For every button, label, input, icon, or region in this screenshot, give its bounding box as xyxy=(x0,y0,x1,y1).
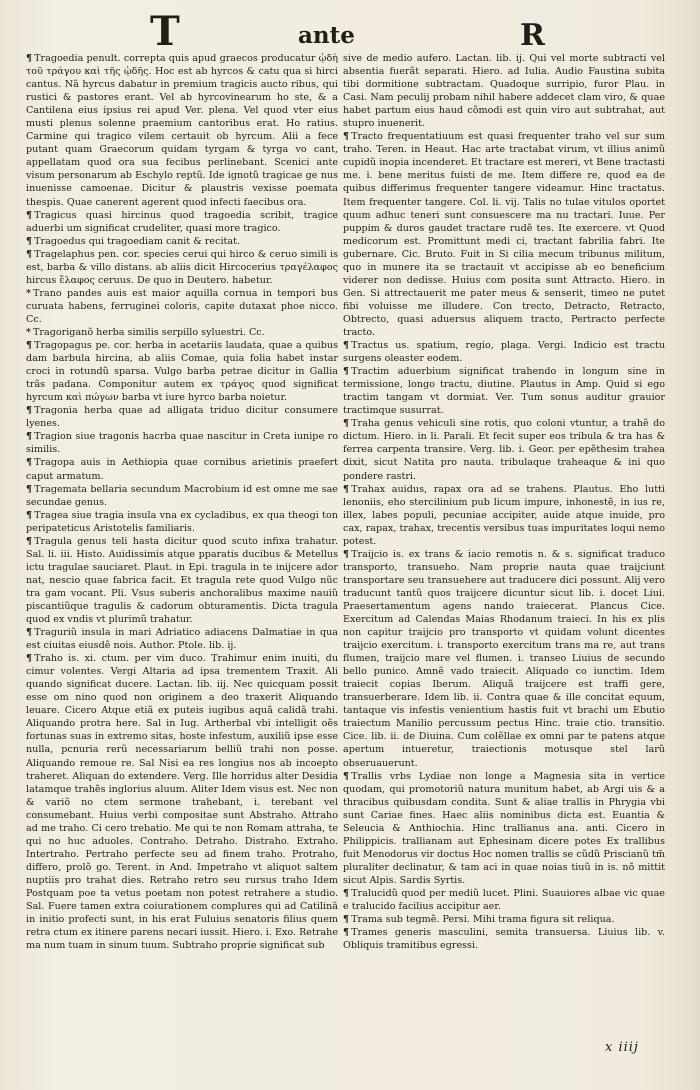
paragraph-mark: ¶ xyxy=(26,431,33,443)
paragraph-mark: ¶ xyxy=(343,914,350,926)
dictionary-entry xyxy=(26,52,338,209)
entry-text: Trames generis masculini, semita transuersa. Liuius lib. v. Obliquis tramitibus egressi. xyxy=(343,927,665,952)
running-header xyxy=(0,8,700,55)
entry-text: Tractus us. spatium, regio, plaga. Vergi. Indicio est tractu surgens oleaster eodem. xyxy=(343,340,665,365)
right-column xyxy=(343,52,665,952)
entry-text: Trallis vrbs Lydiae non longe a Magnesia sita in vertice quodam, qui promotoriũ natura munitum habet, ab Argi uis & a thracibus quibusdam condita. Sunt & aliae trallis in Phrygia vbi sunt Cariae fines. Haec aliis nominibus dicta est. Euantia & Seleucia & Anthiochia. Hinc trallianus ana. anti. Cicero in Philippicis. trallianam aut Ephesinam dicere potes Ex trallibus fuit Menodorus vir doctus Hoc nomen trallis se cũdũ Priscianũ tm̃ pluraliter declinatur, & tam aci in quae noias tiuũ in is. nõ mittit sicut Alpis. Sardis Syrtis. xyxy=(343,770,665,886)
entry-text: Traha genus vehiculi sine rotis, quo coloni vtuntur, a trahẽ do dictum. Hiero. in li. Parali. Et fecit super eos tribula & tra has & ferrea carpenta transire. Verg. lib. i. Geor. per epẽthesim trahea dixit, sicut Natita pro nauta. tribulaque traheaque & ini quo pondere rastri. xyxy=(343,418,665,482)
paragraph-mark: ¶ xyxy=(26,53,33,64)
entry-text: Tragea siue tragia insula vna ex cycladibus, ex qua theogi ton peripateticus Aristotelis familiaris. xyxy=(26,509,338,534)
dictionary-entry xyxy=(343,417,665,482)
entry-text: Trahax auidus, rapax ora ad se trahens. Plautus. Eho lutti lenoniis, eho stercilinium pub licum impure, inhonestẽ, in ius re, illex, labes populi, pecuniae accipiter, auide atque inuide, pro cax, rapax, trahax, trecentis versibus tuas impuritates loqui nemo potest. xyxy=(343,483,665,547)
dictionary-entry xyxy=(26,287,338,326)
dictionary-entry xyxy=(343,548,665,770)
paragraph-mark: ¶ xyxy=(26,235,33,247)
dictionary-entry xyxy=(26,339,338,404)
dictionary-entry xyxy=(343,52,665,130)
dictionary-entry xyxy=(26,483,338,509)
entry-text: Traijcio is. ex trans & iacio remotis n. & s. significat traduco transporto, transueho. Nam proprie nauta quae traijciunt transportare seu transuehere aut traducere dici possunt. Alij vero traducunt tantũ quos traijcere dicuntur sicut lib. i. docet Liui. Praesertamentum agens nando traiecerat. Plancus Cice. Exercitum ad Calendas Maias Rhodanum traieci. In his ex plis non capitur traijcio pro transporto vt quidam volunt dicentes traijcio exercitum. i. transporto exercitum trans ma re, aut trans flumen, traijcio mare vel flumen. i. transeo Liuius de secundo bello punico. Amnẽ vado traiecit. Aliquado co iunctim. Idem traiecit copias Iberum. Aliquã traijcere est traffi gere, transuerberare. Idem lib. ii. Contra quae & ille concitat equum, tantaque vis infestis venientium hastis fuit vt brachi um Ebutio traiectum Manilio percussum pectus Hinc. traie ctio. transitio. Cice. lib. ii. de Diuina. Cum colẽllae ex omni par te patens atque apertum intueretur, traiectionis motusque stel larũ obseruauerunt. xyxy=(343,548,665,769)
paragraph-mark: ¶ xyxy=(343,366,350,378)
entry-text: Tractim aduerbium significat trahendo in longum sine in termissione, longo tractu, diutine. Plautus in Amp. Quid si ego tractim tangam vt dormiat. Ver. Tum sonus auditur grauior tractimque susurrat. xyxy=(343,366,665,417)
entry-text: Tragopagus pe. cor. herba in acetariis laudata, quae a quibus dam barbula hircina, ab aliis Comae, quia folia habet instar croci in rotundũ sparsa. Vulgo barba petrae dicitur in Gallia trãs padana. Componitur autem ex τράγος quod significat hyrcum καὶ πώγων barba vt iure hyrco barba noietur. xyxy=(26,340,338,404)
entry-text: Tragoedus qui tragoediam canit & recitat. xyxy=(34,235,240,247)
entry-text: Tragelaphus pen. cor. species cerui qui hirco & ceruo simili is est, barba & villo distans. ab aliis dicit Hircocerius τραγέλαφος hircus ἔλαφος ceruus. De quo in Deutero. habetur. xyxy=(26,248,338,286)
entry-text: Tragion siue tragonis hacrba quae nascitur in Creta iunipe ro similis. xyxy=(26,431,338,456)
folio-number: x iiij xyxy=(605,1040,639,1055)
dictionary-entry xyxy=(26,235,338,248)
paragraph-mark: ¶ xyxy=(343,888,350,899)
paragraph-mark: ¶ xyxy=(343,927,350,939)
paragraph-mark: * xyxy=(26,326,32,338)
entry-text: Traho is. xi. ctum. per vim duco. Trahimur enim inuiti, du cimur volentes. Vergi Altaria ad ipsa trementem Traxit. Ali quando significat ducere. Lactan. lib. iij. Nec quicquam possit esse om nino quod non originem a deo traxerit Aliquando leuare. Cicero Atque etiã ex puteis iugibus aquã calidã trahi. Aliquando protra here. Sal in Iug. Artherbal vbi intelligit oẽs fortunas suas in extremo sitas, hoste infestum, auxiliũ ipse esse nulla, pcnuria rerũ necessariarum belliũ trahi non posse. Aliquando remoue re. Sal Nisi ea res longius nos ab incoepto traheret. Aliquan do extendere. Verg. Ille horridus alter Desidia latamque trahẽs inglorius aluum. Aliter Idem visus est. Nec non & variõ no ctem sermone trahebant, i. terebant vel consumebant. Huius verbi compositae sunt Abstraho. Attraho ad me traho. Ci cero trebatio. Me qui te non Romam attraha, te qui no huc aduoles. Contraho. Detraho. Distraho. Extraho. Intertraho. Pertraho perfecte seu ad finem traho. Protraho, differo, prolõ go. Terent. in And. Impetraho vt aliquot saltem nuptiis pro trahat dies. Retraho retro seu rursus traho Idem Postquam poe ta vetus poetam non potest retrahere a studio. Sal. Fuere tamen extra coiurationem complures qui ad Catilinã in initio profecti sunt, in his erat Fuluius senatoris filius quem retra ctum ex itinere parens necari iussit. Hiero. i. Exo. Retrahe ma num tuam in sinum tuum. Subtraho proprie significat sub xyxy=(26,653,338,952)
signature-mark: R xyxy=(520,18,545,53)
paragraph-mark: ¶ xyxy=(26,248,33,260)
entry-text: sive de medio aufero. Lactan. lib. ij. Qui vel morte subtracti vel absentia fuerãt separati. Hiero. ad Iulia. Audio Faustina subita tibi dormitione subtractam. Quadoque surripio, furor Plau. in Casi. Nam peculij probam nihil habere addecet clam viro, & quae habet partum eius haud cõmodi est quin viro aut subtrahat, aut stupro inuenerit. xyxy=(343,53,665,130)
paragraph-mark: * xyxy=(26,287,32,299)
dictionary-entry xyxy=(26,626,338,652)
dictionary-entry xyxy=(26,509,338,535)
paragraph-mark: ¶ xyxy=(26,535,33,547)
paragraph-mark: ¶ xyxy=(343,131,350,143)
entry-text: Tragopa auis in Aethiopia quae cornibus arietinis praefert caput armatum. xyxy=(26,457,338,482)
dictionary-entry xyxy=(343,913,665,926)
dictionary-entry xyxy=(343,926,665,952)
paragraph-mark: ¶ xyxy=(343,340,350,352)
running-word: ante xyxy=(298,22,355,49)
dictionary-entry xyxy=(26,326,338,339)
dictionary-entry xyxy=(343,130,665,339)
paragraph-mark: ¶ xyxy=(343,418,350,430)
entry-text: Tragoriganõ herba similis serpillo syluestri. Cc. xyxy=(33,326,265,338)
paragraph-mark: ¶ xyxy=(343,548,350,560)
dictionary-entry xyxy=(26,535,338,626)
entry-text: Traguriũ insula in mari Adriatico adiacens Dalmatiae in qua est ciuitas eiusdẽ nois. Author. Ptole. lib. ij. xyxy=(26,627,338,652)
paragraph-mark: ¶ xyxy=(26,627,33,639)
dictionary-entry xyxy=(343,483,665,548)
entry-text: Trano pandes auis est maior aquilla cornua in tempori bus curuata habens, ferruginei coloris, capite dutaxat phoe nicco. Cc. xyxy=(26,287,338,325)
dictionary-entry xyxy=(26,456,338,482)
dictionary-entry xyxy=(26,209,338,235)
dictionary-entry xyxy=(343,365,665,417)
entry-text: Tragemata bellaria secundum Macrobium id est omne me sae secundae genus. xyxy=(26,483,338,508)
paragraph-mark: ¶ xyxy=(26,509,33,521)
entry-text: Tragonia herba quae ad alligata triduo dicitur consumere lyenes. xyxy=(26,405,338,430)
paragraph-mark: ¶ xyxy=(26,457,33,469)
entry-text: Trama sub tegmẽ. Persi. Mihi trama figura sit reliqua. xyxy=(351,914,615,926)
dictionary-entry xyxy=(343,339,665,365)
entry-text: Tracto frequentatiuum est quasi frequenter traho vel sur sum traho. Teren. in Heaut. Hac arte tractabat virum, vt illius animũ cupidũ inopia incenderet. Et tractare est mereri, vt Bene tractasti me. i. bene meritus fuisti de me. Item differe re, quod ea de quibus differimus frequenter tangere videamur. Hinc tractatus. Item frequenter tangere. Col. li. vij. Talis no tulae vitulos oportet quum adhuc teneri sunt consuescere ma nu tractari. Iuue. Per puppim & duros gaudet tractare rudẽ tes. Ite exercere. vt Quod medicorum est. Promittunt medi ci, tractant fabrilia fabri. Ite gubernare. Cic. Bruto. Fuit in Si cilia mecum tribunus militum, quo in munere ita se tractauit vt accipisse ab eo beneficium viderer non dedisse. Huius com posita sunt Attracto. Hiero. in Gen. Si attrectauerit me pater meus & senserit, timeo ne putet fibi voluisse me illudere. Con trecto, Detracto, Retracto, Obtrecto, quasi aduersus aliquem tracto, Pertracto perfecte tracto. xyxy=(343,131,665,338)
entry-text: Tragoedia penult. correpta quis apud graecos producatur ᾠδὴ τοῦ τράγου καὶ τῆς ᾠδῆς. Hoc est ab hyrcos & catu qua si hirci cantus. Nã hyrcus dabatur in premium tragicis aucto ribus, qui rustici & pastores erant. Vel ab hyrcovinearum ho ste, & a Cantilena eius ipsius rei apud Ver. plena. Vel quod vter eius musti plenus solenne praemium cantoribus erat. Ho ratius. Carmine qui tragico vilem certauit ob hyrcum. Alii a fece putant quam Graecorum quidam tyrgam & tyrga vo cant, appellatam quod ora sua fecibus perlinebant. Scenici ante visum personarum ab Eschylo reptũ. Ide ignotũ tragicae ge nus inuenisse camoenae. Dicitur & plaustris vexisse poemata thespis. Quae canerent agerent quod infecti faecibus ora. xyxy=(26,53,338,208)
section-letter: T xyxy=(150,8,180,55)
dictionary-entry xyxy=(26,248,338,287)
entry-text: Tralucidũ quod per mediũ lucet. Plini. Suauiores albae vic quae e tralucido facilius accipitur aer. xyxy=(343,888,665,913)
paragraph-mark: ¶ xyxy=(26,405,33,417)
dictionary-entry xyxy=(26,430,338,456)
dictionary-entry xyxy=(343,887,665,913)
paragraph-mark: ¶ xyxy=(26,340,33,352)
dictionary-entry xyxy=(26,652,338,952)
dictionary-entry xyxy=(26,404,338,430)
paragraph-mark: ¶ xyxy=(26,209,33,221)
paragraph-mark: ¶ xyxy=(343,770,350,782)
left-column xyxy=(26,52,338,952)
dictionary-entry xyxy=(343,770,665,887)
paragraph-mark: ¶ xyxy=(26,483,33,495)
paragraph-mark: ¶ xyxy=(343,483,350,495)
entry-text: Tragula genus teli hasta dicitur quod scuto infixa trahatur. Sal. li. iii. Histo. Auidissimis atque pparatis ducibus & Metellus ictu tragulae sauciaret. Plaut. in Epi. tragula in te inijcere ador nat, nescio quae fabrica facit. Et tragula rete quod Vulgo nũc tra gam vocant. Pli. Vsus suberis anchoralibus maxime nauiũ piscantiũque tragulis & cadorum obturamentis. Dicta tragula quod ex vndis vt plurimũ trahatur. xyxy=(26,535,338,626)
entry-text: Tragicus quasi hircinus quod tragoedia scribit, tragice aduerbi um significat crudeliter, quasi more tragico. xyxy=(26,209,338,234)
paragraph-mark: ¶ xyxy=(26,653,33,665)
